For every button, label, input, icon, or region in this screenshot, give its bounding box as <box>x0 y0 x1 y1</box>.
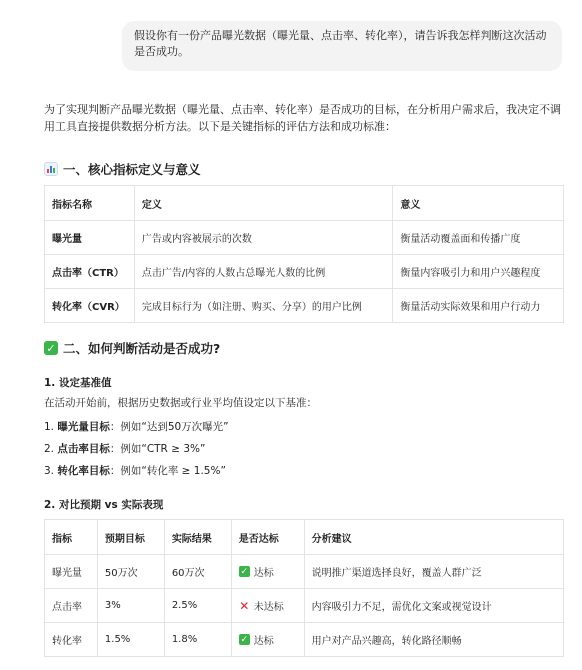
status-text: 未达标 <box>253 602 284 613</box>
meaning-cell: 衡量活动实际效果和用户行动力 <box>393 289 564 323</box>
metric-name-cell: 点击率（CTR） <box>45 255 135 289</box>
performance-comparison-table <box>44 519 564 657</box>
check-mark-icon: ✓ <box>44 341 58 355</box>
section1-heading <box>44 160 201 178</box>
list-item <box>44 463 226 478</box>
section2-title: 二、如何判断活动是否成功? <box>63 341 221 356</box>
subsection-description: 在活动开始前，根据历史数据或行业平均值设定以下基准： <box>44 397 317 409</box>
assistant-intro: 为了实现判断产品曝光数据（曝光量、点击率、转化率）是否成功的目标，在分析用户需求后，我决定不调用工具直接提供数据分析方法。以下是关键指标的评估方法和成功标准： <box>44 103 561 133</box>
target-cell: 1.5% <box>97 623 164 657</box>
list-text: ：例如“转化率 ≥ 1.5%” <box>109 465 226 477</box>
metric-name-cell: 曝光量 <box>45 221 135 255</box>
definition-cell: 点击广告/内容的人数占总曝光人数的比例 <box>134 255 392 289</box>
advice-cell: 说明推广渠道选择良好，覆盖人群广泛 <box>304 555 563 589</box>
advice-cell: 内容吸引力不足，需优化文案或视觉设计 <box>304 589 563 623</box>
list-item <box>44 441 205 456</box>
column-header: 分析建议 <box>304 520 563 555</box>
column-header: 预期目标 <box>97 520 164 555</box>
table-row <box>45 221 564 255</box>
section2-heading <box>44 339 220 357</box>
list-item <box>44 419 229 434</box>
table-row <box>45 255 564 289</box>
metric-cell: 转化率 <box>45 623 98 657</box>
table-row <box>45 589 564 623</box>
metric-cell: 点击率 <box>45 589 98 623</box>
table-header-row <box>45 520 564 555</box>
column-header: 定义 <box>134 186 392 221</box>
column-header: 指标名称 <box>45 186 135 221</box>
subsection-title: 1. 设定基准值 <box>44 377 112 389</box>
cross-mark-icon: ✕ <box>239 598 250 613</box>
list-number: 3. <box>44 465 55 477</box>
section1-title: 一、核心指标定义与意义 <box>63 162 201 177</box>
check-mark-icon: ✓ <box>240 566 248 577</box>
column-header: 指标 <box>45 520 98 555</box>
metrics-definition-table <box>44 185 564 323</box>
meaning-cell: 衡量内容吸引力和用户兴趣程度 <box>393 255 564 289</box>
table-row <box>45 555 564 589</box>
actual-cell: 60万次 <box>164 555 231 589</box>
table-row <box>45 623 564 657</box>
check-mark-icon: ✓ <box>240 634 248 645</box>
column-header: 是否达标 <box>231 520 304 555</box>
user-message-text: 假设你有一份产品曝光数据（曝光量、点击率、转化率），请告诉我怎样判断这次活动是否成功。 <box>134 29 547 58</box>
list-text: ：例如“CTR ≥ 3%” <box>109 443 206 455</box>
column-header: 意义 <box>393 186 564 221</box>
target-cell: 50万次 <box>97 555 164 589</box>
subsection-title: 2. 对比预期 vs 实际表现 <box>44 499 164 511</box>
advice-cell: 用户对产品兴趣高，转化路径顺畅 <box>304 623 563 657</box>
column-header: 实际结果 <box>164 520 231 555</box>
status-cell <box>231 623 304 657</box>
status-cell <box>231 589 304 623</box>
status-cell <box>231 555 304 589</box>
bar-chart-icon <box>44 162 58 176</box>
actual-cell: 2.5% <box>164 589 231 623</box>
actual-cell: 1.8% <box>164 623 231 657</box>
target-cell: 3% <box>97 589 164 623</box>
metric-cell: 曝光量 <box>45 555 98 589</box>
definition-cell: 广告或内容被展示的次数 <box>134 221 392 255</box>
status-text: 达标 <box>253 568 274 579</box>
table-row <box>45 289 564 323</box>
list-text: ：例如“达到50万次曝光” <box>109 421 229 433</box>
list-label: 曝光量目标 <box>57 421 110 433</box>
meaning-cell: 衡量活动覆盖面和传播广度 <box>393 221 564 255</box>
list-label: 点击率目标 <box>57 443 110 455</box>
user-message-bubble <box>122 21 562 71</box>
list-label: 转化率目标 <box>57 465 110 477</box>
table-header-row <box>45 186 564 221</box>
list-number: 1. <box>44 421 55 433</box>
list-number: 2. <box>44 443 55 455</box>
status-text: 达标 <box>253 636 274 647</box>
definition-cell: 完成目标行为（如注册、购买、分享）的用户比例 <box>134 289 392 323</box>
metric-name-cell: 转化率（CVR） <box>45 289 135 323</box>
